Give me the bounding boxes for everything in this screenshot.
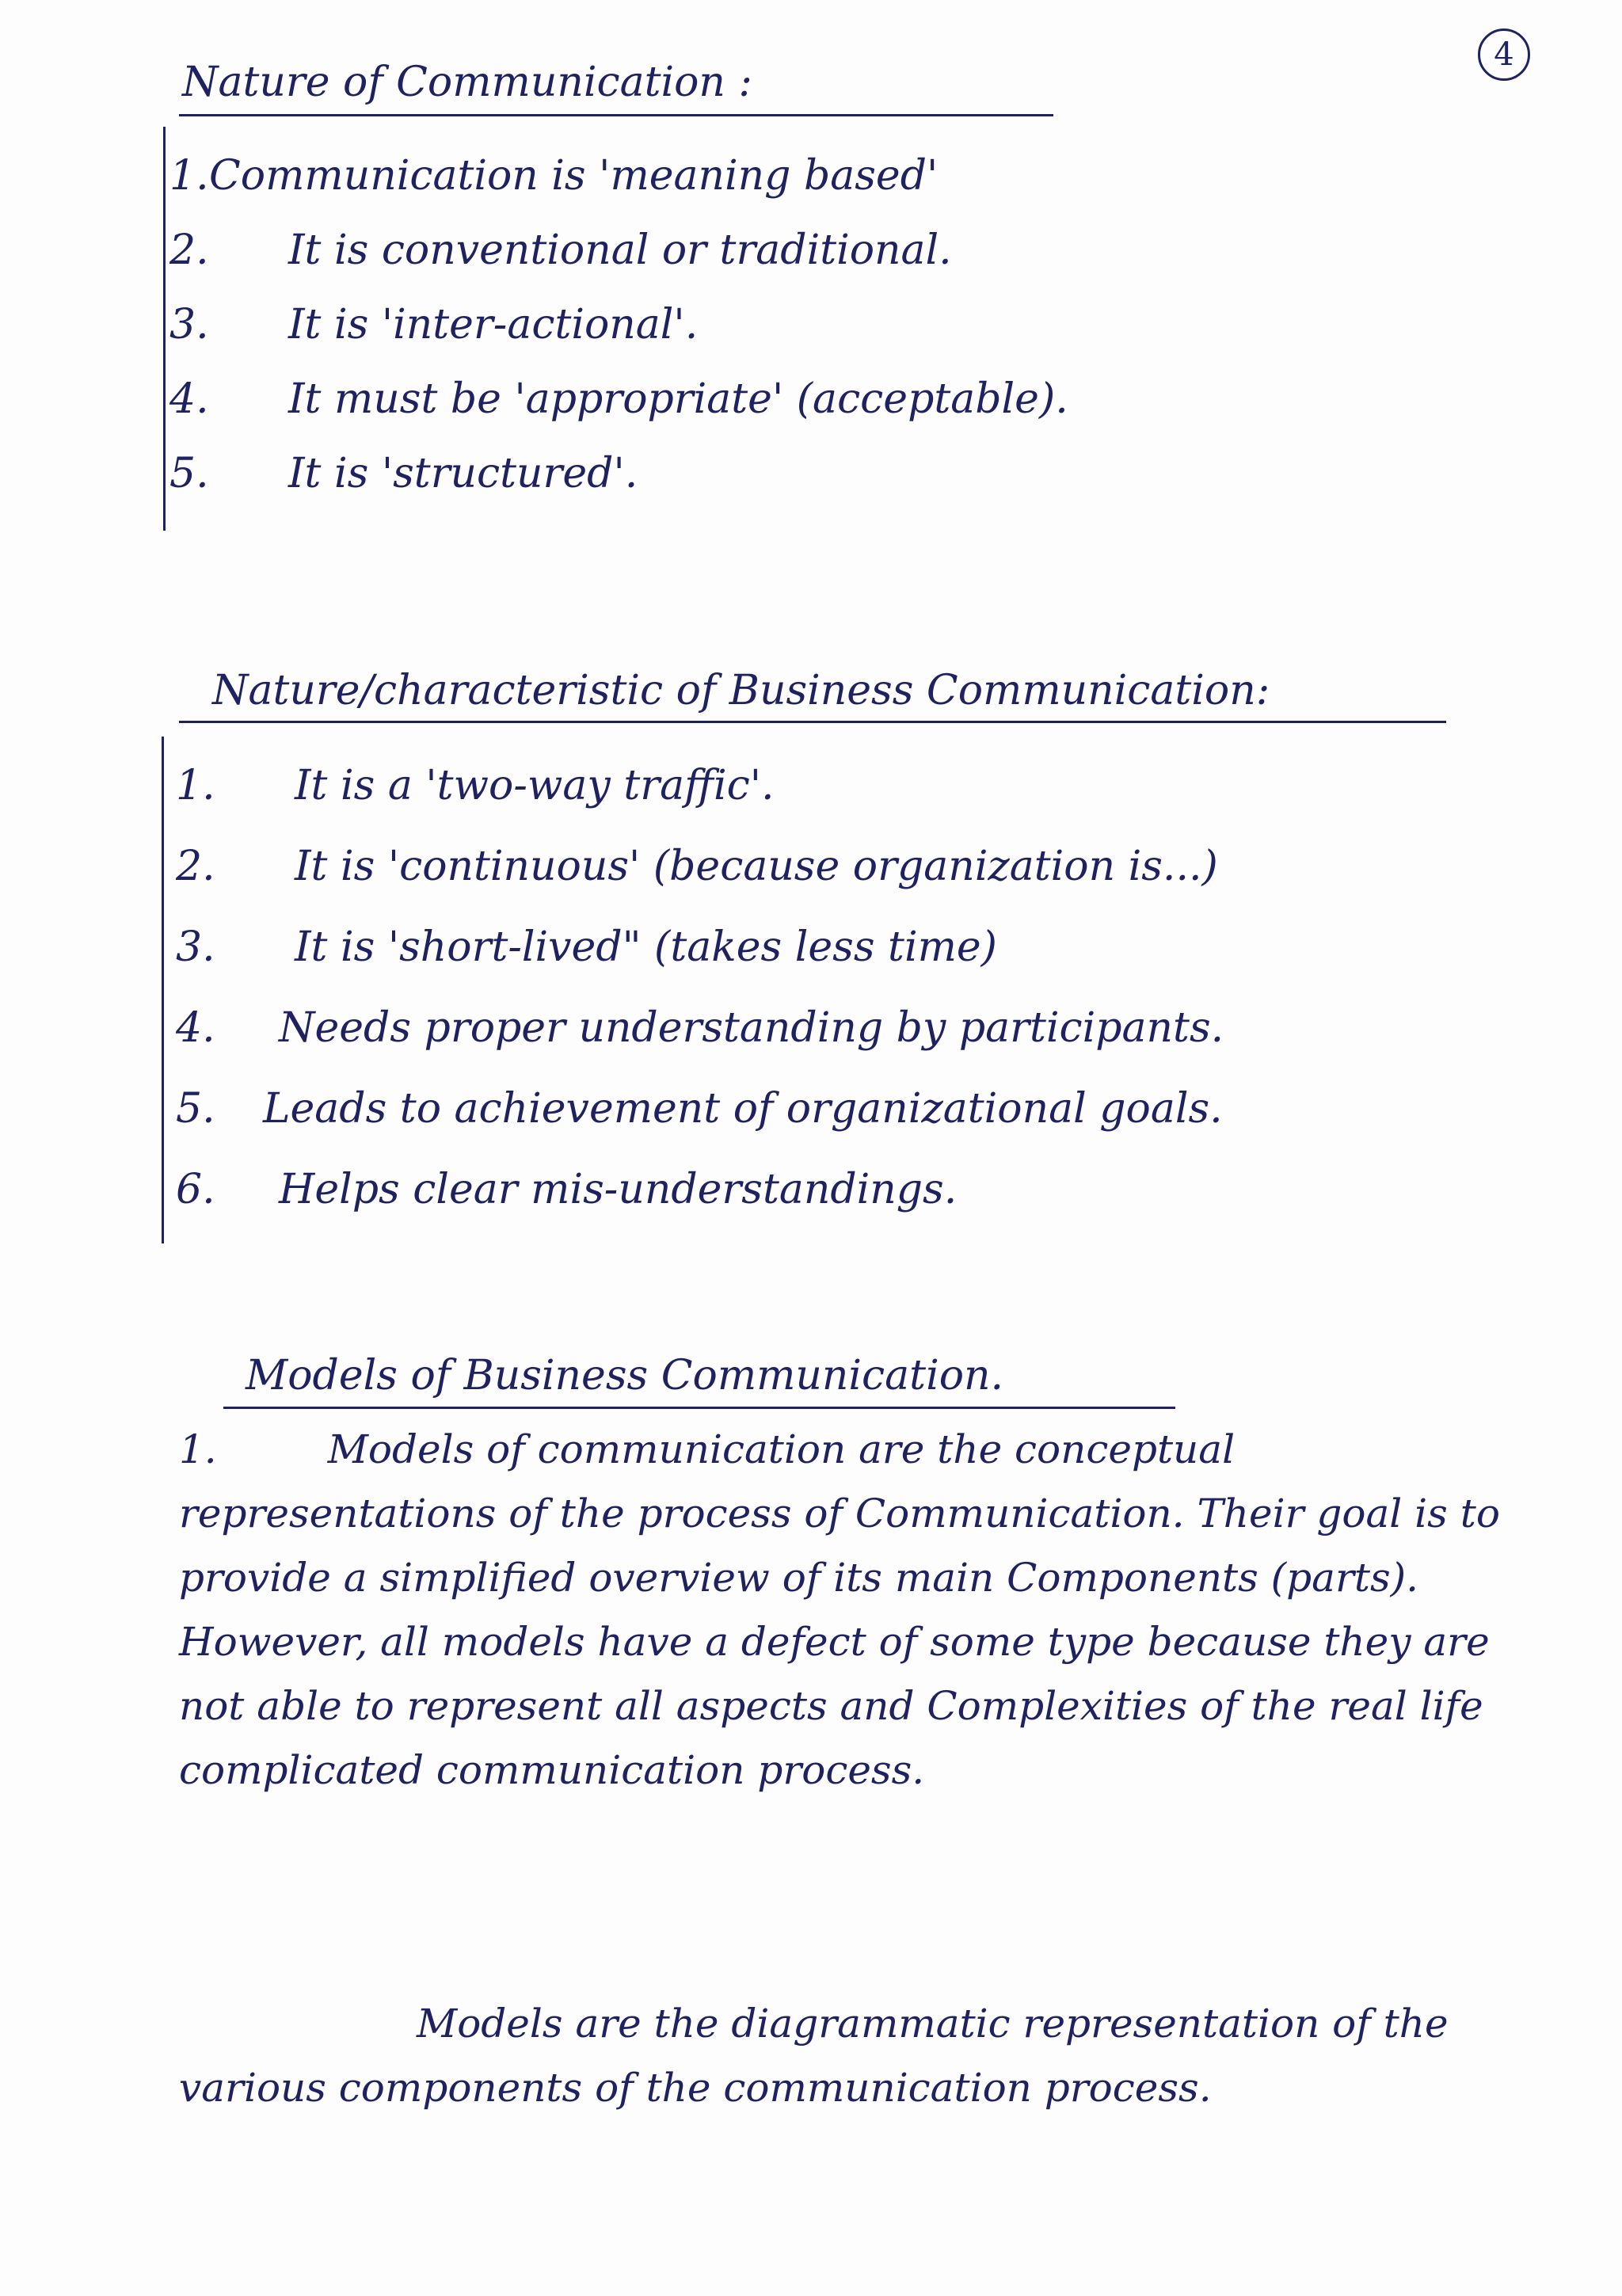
item-text: It is a 'two-way traffic'.: [295, 762, 775, 809]
paragraph-number: 1.: [179, 1426, 217, 1472]
item-text: Helps clear mis-understandings.: [279, 1166, 958, 1213]
list-item: [176, 841, 1522, 892]
list-item: [176, 1083, 1522, 1134]
item-text: Leads to achievement of organizational goals.: [263, 1085, 1223, 1133]
heading-underline: [179, 114, 1053, 116]
list-item: [169, 448, 1437, 499]
item-number: 3.: [176, 923, 215, 971]
item-number: 2.: [176, 843, 215, 890]
item-number: 3.: [169, 301, 209, 348]
heading-underline: [179, 721, 1446, 723]
list-item: [176, 760, 1522, 811]
item-text: It is conventional or traditional.: [288, 227, 952, 274]
item-text: It is 'short-lived" (takes less time): [295, 923, 997, 971]
heading-models-of-business-communication: Models of Business Communication.: [246, 1352, 1004, 1399]
heading-business-communication-nature: Nature/characteristic of Business Communication:: [212, 667, 1270, 714]
list-item: [169, 150, 1437, 201]
list-item: [169, 225, 1437, 276]
list-item: [169, 299, 1437, 350]
item-text: It is 'structured'.: [288, 450, 638, 497]
paragraph-text: Models of communication are the conceptual representations of the process of Communication. Their goal is to provide a simplified overview of its main Components (parts). However, all models have a defect of some type because they are not able to represent all aspects and Complexities of the real life complicated communication process.: [179, 1426, 1500, 1793]
item-number: 1.: [169, 152, 209, 200]
item-number: 5.: [176, 1085, 215, 1133]
margin-bracket: [163, 127, 166, 531]
item-number: 6.: [176, 1166, 215, 1213]
heading-underline: [223, 1407, 1175, 1409]
models-paragraph-2: Models are the diagrammatic representation of the various components of the communication process.: [179, 2001, 1449, 2111]
list-item: [176, 1164, 1522, 1215]
item-number: 4.: [169, 375, 209, 423]
item-text: It must be 'appropriate' (acceptable).: [288, 375, 1068, 423]
item-text: Needs proper understanding by participants.: [279, 1004, 1224, 1052]
item-number: 5.: [169, 450, 209, 497]
item-number: 2.: [169, 227, 209, 274]
margin-bracket: [162, 737, 164, 1243]
models-paragraph-1: [179, 1418, 1557, 1803]
nature-of-communication-list: [169, 150, 1437, 499]
item-number: 1.: [176, 762, 215, 809]
list-item: [169, 374, 1437, 425]
heading-nature-of-communication: Nature of Communication :: [182, 59, 752, 106]
item-text: It is 'continuous' (because organization is...): [295, 843, 1218, 890]
list-item: [176, 1003, 1522, 1053]
item-text: Communication is 'meaning based': [209, 152, 939, 200]
business-communication-list: [176, 760, 1522, 1215]
item-text: It is 'inter-actional'.: [288, 301, 699, 348]
item-number: 4.: [176, 1004, 215, 1052]
page-number: 4: [1478, 29, 1530, 81]
list-item: [176, 922, 1522, 973]
